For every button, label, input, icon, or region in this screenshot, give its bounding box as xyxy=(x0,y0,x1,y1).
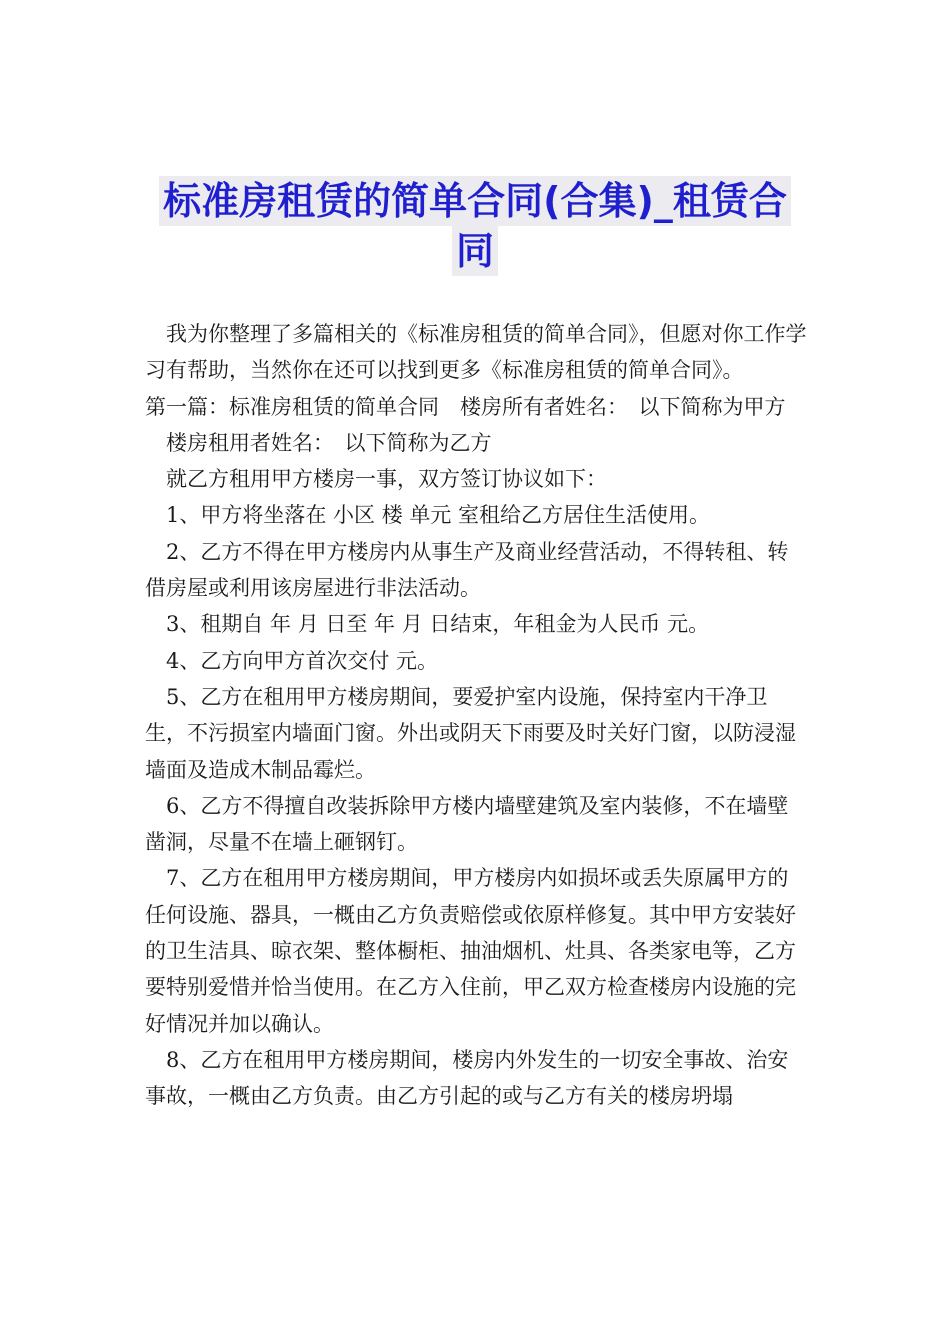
intro-paragraph: 我为你整理了多篇相关的《标准房租赁的简单合同》，但愿对你工作学习有帮助，当然你在还可以找到更多《标准房租赁的简单合同》。 xyxy=(145,322,807,383)
clause-4: 4、乙方向甲方首次交付 元。 xyxy=(166,648,439,673)
title-line-1: 标准房租赁的简单合同(合集)_租赁合 xyxy=(159,176,791,226)
clause-8: 8、乙方在租用甲方楼房期间，楼房内外发生的一切安全事故、治安事故，一概由乙方负责。由乙方引起的或与乙方有关的楼房坍塌 xyxy=(145,1047,789,1109)
clause-1: 1、甲方将坐落在 小区 楼 单元 室租给乙方居住生活使用。 xyxy=(166,503,711,528)
lessee-paragraph: 楼房租用者姓名： 以下简称为乙方 xyxy=(166,430,492,455)
agreement-intro-paragraph: 就乙方租用甲方楼房一事，双方签订协议如下： xyxy=(166,467,607,492)
clause-3: 3、租期自 年 月 日至 年 月 日结束，年租金为人民币 元。 xyxy=(166,612,710,637)
clause-6: 6、乙方不得擅自改装拆除甲方楼内墙壁建筑及室内装修，不在墙壁凿洞，尽量不在墙上砸钢钉。 xyxy=(145,793,789,855)
title-line-2: 同 xyxy=(452,226,498,276)
clause-2: 2、乙方不得在甲方楼房内从事生产及商业经营活动，不得转租、转借房屋或利用该房屋进行非法活动。 xyxy=(145,539,789,601)
clause-5: 5、乙方在租用甲方楼房期间，要爱护室内设施，保持室内干净卫生，不污损室内墙面门窗。外出或阴天下雨要及时关好门窗，以防浸湿墙面及造成木制品霉烂。 xyxy=(145,684,796,782)
document-body xyxy=(145,316,809,1115)
clause-7: 7、乙方在租用甲方楼房期间，甲方楼房内如损坏或丢失原属甲方的任何设施、器具，一概由乙方负责赔偿或依原样修复。其中甲方安装好的卫生洁具、晾衣架、整体橱柜、抽油烟机、灶具、各类家电等，乙方要特别爱惜并恰当使用。在乙方入住前，甲乙双方检查楼房内设施的完好情况并加以确认。 xyxy=(145,866,796,1036)
section-heading-paragraph: 第一篇：标准房租赁的简单合同 楼房所有者姓名： 以下简称为甲方 xyxy=(145,394,786,419)
document-title xyxy=(140,176,810,276)
